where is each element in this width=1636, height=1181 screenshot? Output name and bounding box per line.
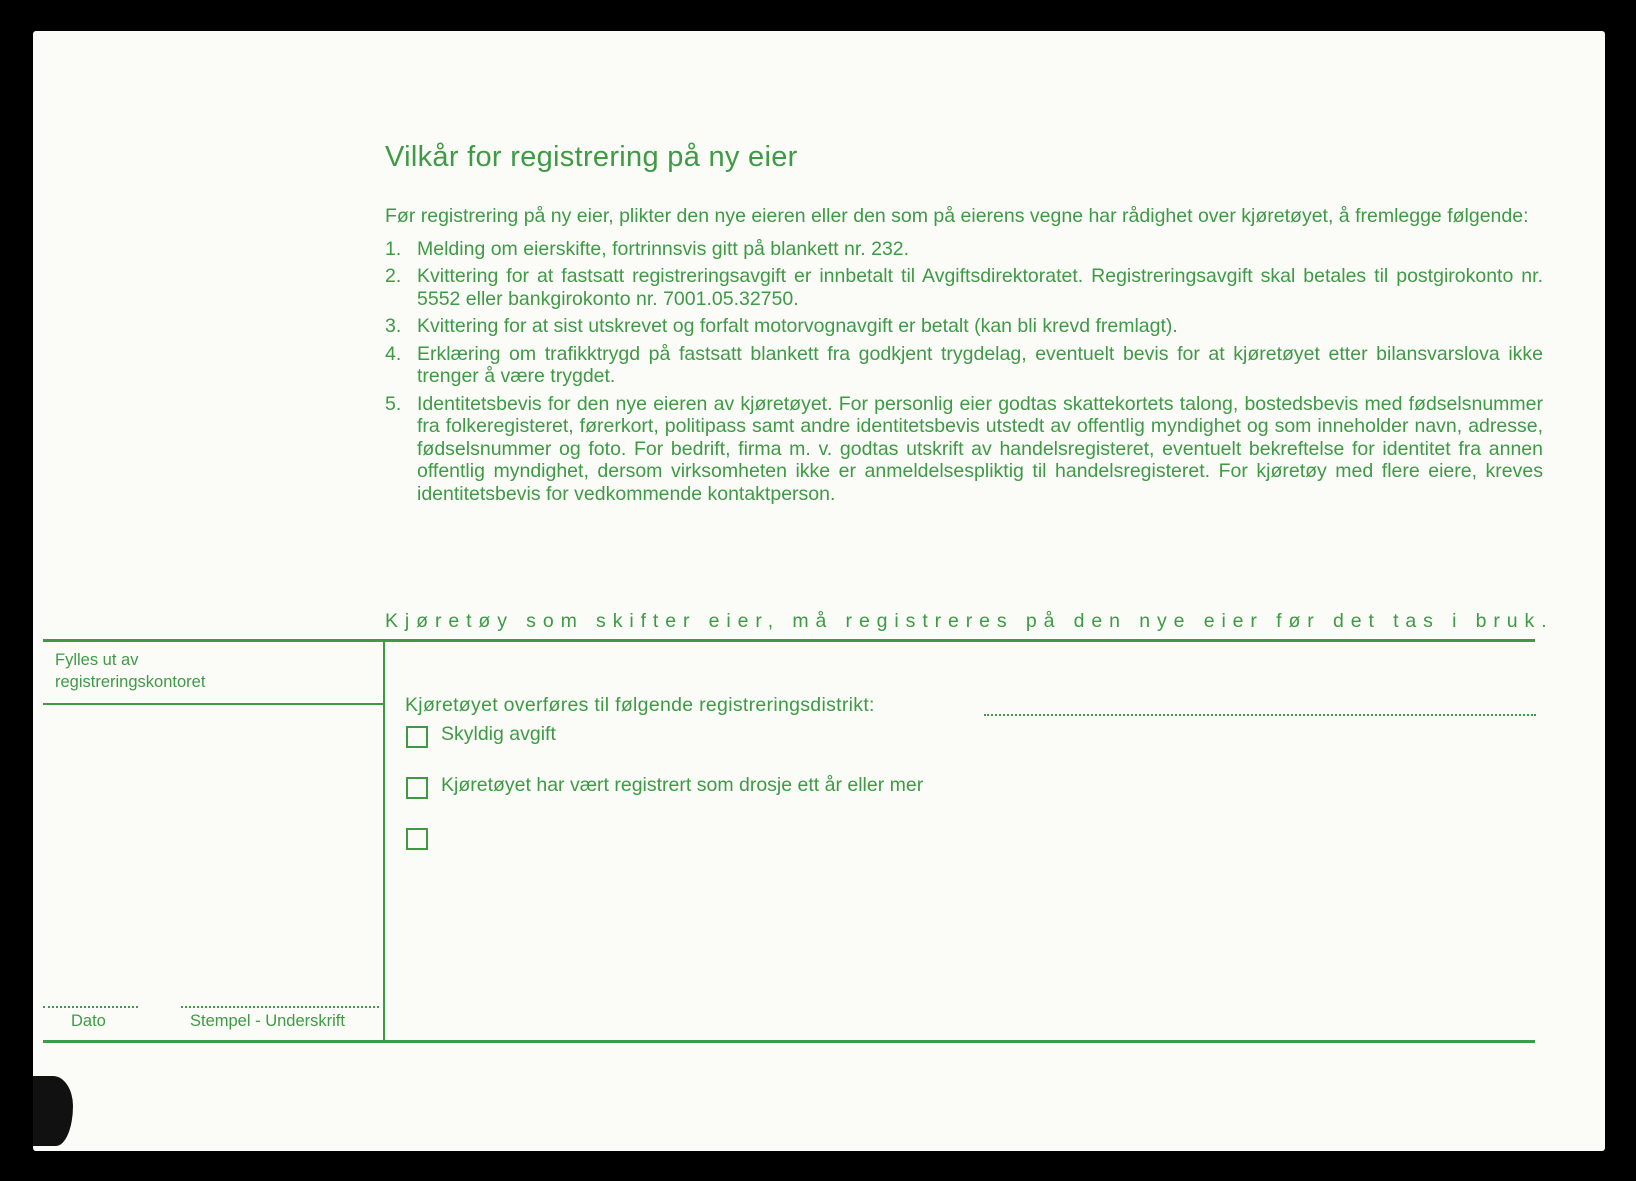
term-number: 3.: [385, 315, 402, 337]
bottom-divider: [43, 1040, 1535, 1043]
term-number: 4.: [385, 342, 402, 365]
district-label: Kjøretøyet overføres til følgende registreringsdistrikt:: [405, 694, 875, 716]
term-text: Kvittering for at sist utskrevet og forfalt motorvognavgift er betalt (kan bli krevd fremlagt).: [417, 315, 1178, 337]
office-header-divider: [43, 703, 383, 705]
signature-line[interactable]: [181, 1006, 379, 1008]
notice-text: Kjøretøy som skifter eier, må registreres på den nye eier før det tas i bruk.: [385, 610, 1554, 632]
form-title: Vilkår for registrering på ny eier: [385, 141, 798, 173]
stamp-label: Stempel - Underskrift: [190, 1012, 345, 1030]
date-label: Dato: [71, 1012, 106, 1030]
term-text: Identitetsbevis for den nye eieren av kjøretøyet. For personlig eier godtas skattekortets talong, bostedsbevis med fødselsnummer fra folkeregisteret, førerkort, politipass samt andre identitetsbevis utstedt av offentlig myndighet og som inneholder navn, adresse, fødselsnummer og foto. For bedrift, firma m. v. godtas utskrift av handelsregisteret, eventuelt bekreftelse for identitet fra annen offentlig myndighet, dersom virksomheten ikke er anmeldelsespliktig til handelsregisteret. For kjøretøy med flere eiere, kreves identitetsbevis for vedkommende kontaktperson.: [417, 392, 1543, 505]
term-item: [385, 393, 1543, 506]
term-number: 1.: [385, 237, 402, 260]
date-line[interactable]: [43, 1006, 138, 1008]
form-card: [33, 31, 1605, 1151]
office-label-line2: registreringskontoret: [55, 673, 206, 691]
term-item: [385, 315, 1543, 338]
term-number: 2.: [385, 265, 402, 287]
district-input[interactable]: [984, 714, 1536, 716]
office-label-line1: Fylles ut av: [55, 651, 139, 669]
skyldig-avgift-label: Skyldig avgift: [441, 723, 556, 745]
term-text: Melding om eierskifte, fortrinnsvis gitt på blankett nr. 232.: [417, 237, 910, 260]
terms-section: [385, 205, 1543, 510]
term-text: Erklæring om trafikktrygd på fastsatt blankett fra godkjent trygdelag, eventuelt bevis for at kjøretøyet etter bilansvarslova ikke trenger å være trygdet.: [417, 342, 1543, 387]
skyldig-avgift-checkbox[interactable]: [406, 726, 428, 748]
term-item: [385, 238, 1543, 261]
column-divider: [383, 642, 385, 1040]
term-text: Kvittering for at fastsatt registreringsavgift er innbetalt til Avgiftsdirektoratet. Registreringsavgift skal betales til postgirokonto nr. 5552 eller bankgirokonto nr. 7001.05.32750.: [417, 265, 1543, 310]
drosje-checkbox[interactable]: [406, 777, 428, 799]
office-label: [55, 649, 375, 693]
term-number: 5.: [385, 392, 402, 415]
term-item: [385, 343, 1543, 388]
blank-checkbox[interactable]: [406, 828, 428, 850]
top-divider: [43, 639, 1535, 642]
term-item: [385, 265, 1543, 310]
intro-text: Før registrering på ny eier, plikter den nye eieren eller den som på eierens vegne har rådighet over kjøretøyet, å fremlegge følgende:: [385, 205, 1529, 227]
drosje-label: Kjøretøyet har vært registrert som drosje ett år eller mer: [441, 774, 924, 796]
torn-corner: [33, 1076, 73, 1146]
terms-list: [385, 238, 1543, 506]
